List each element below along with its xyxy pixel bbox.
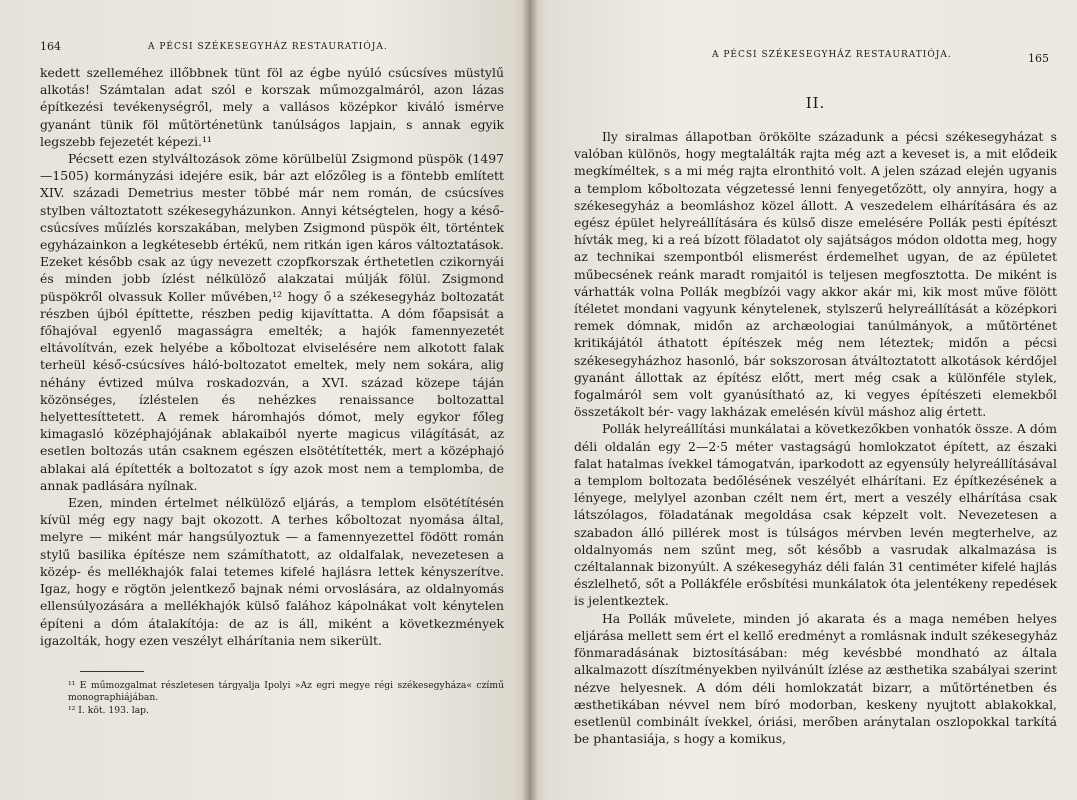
left-paragraph-3: Ezen, minden értelmet nélkülöző eljárás, a templom elsötétítésén kívül még egy nagy bajt okozott. A terhes kőboltozat nyomása által, melyre — miként már hangsúlyoztuk — a famennyezettel födött román stylű basilika építésze nem számíthatott, az oldalfalak, nevezetesen a közép- és mellékhajók falai tetemes kifelé hajlásra lettek kényszerítve. Igaz, hogy e rögtön jelentkező bajnak némi orvoslására, az oldalnyomás ellensúlyozására a mellékhajók külső falához kápolnákat volt kénytelen építeni a dóm átalakítója: de az is áll, miként a következmények igazolták, hogy ezen veszélyt elhárítania nem sikerült. <box>40 495 504 648</box>
right-page-body <box>574 128 1057 747</box>
footnotes <box>68 680 504 718</box>
left-page-header <box>40 40 504 64</box>
right-page <box>530 0 1077 800</box>
right-paragraph-3: Ha Pollák művelete, minden jó akarata és a maga nemében helyes eljárása mellett sem ért el kellő eredményt a romlásnak indult székesegyház fönmaradásának biztosításában: még kevésbbé mondható az általa alkalmazott díszítményekben nyilvánúlt ízlése az æsthetika szabályai szerint nézve helyesnek. A dóm déli homlokzatát bizarr, a műtörténetben és æsthetikában névvel nem bíró modorban, keskeny nyujtott ablakokkal, esetlenül combinált ívekkel, óriási, merőben aránytalan oszlopokkal tarkítá be phantasiája, s hogy a komikus, <box>574 610 1057 747</box>
footnote-rule <box>80 671 144 672</box>
left-paragraph-2: Pécsett ezen stylváltozások zöme körülbelül Zsigmond püspök (1497—1505) kormányzási idejére esik, bár azt előzőleg is a föntebb említett XIV. századi Demetrius mester többé már nem román, de csúcsíves stylben változtatott székesegyházunkon. Annyi kétségtelen, hogy a késő-csúcsíves műízlés korszakában, melyben Zsigmond püspök élt, történtek egyházainkon a legkétesebb értékű, nem ritkán igen káros változtatások. Ezeket később csak az úgy nevezett czopfkorszak érthetetlen czikornyái és minden jobb ízlést nélkülöző alakzatai múlják fölül. Zsigmond püspökről olvassuk Koller művében,¹² hogy ő a székesegyház boltozatát részben újból építtette, részben pedig kijavíttatta. A dóm főapsisát a főhajóval egyenlő magasságra emelték; a hajók famennyezetét eltávolítván, ezek helyébe a kőboltozat elviselésére nem alkotott falak terheül késő-csúcsíves háló-boltozatot emeltek, mely nem sokára, alig néhány évtized múlva roskadozván, a XVI. század közepe táján közönséges, ízléstelen és nehézkes renaissance boltozattal helyettesíttetett. A remek háromhajós dómot, mely egykor főleg kimagasló középhajójának ablakaiból nyerte magicus világítását, az esetlen boltozás után csaknem egészen elsötétítették, mert a középhajó ablakai alá építették a boltozatot s így azok most nem a templomba, de annak padlására nyílnak. <box>40 151 504 493</box>
footnote-12: ¹² I. köt. 193. lap. <box>68 704 149 716</box>
section-heading: II. <box>805 94 826 112</box>
right-page-header <box>574 48 1057 72</box>
right-running-head: A PÉCSI SZÉKESEGYHÁZ RESTAURATIÓJA. <box>712 50 952 60</box>
right-page-number: 165 <box>1028 52 1049 65</box>
left-running-head: A PÉCSI SZÉKESEGYHÁZ RESTAURATIÓJA. <box>148 42 388 52</box>
left-page <box>0 0 530 800</box>
left-page-number: 164 <box>40 40 61 53</box>
right-paragraph-1: Ily siralmas állapotban örökölte századunk a pécsi székesegyházat s valóban különös, hogy megtalálták rajta még azt a keveset is, a mit elődeik megkíméltek, s a mi még rajta elronthitó volt. A jelen század elején ugyanis a templom kőboltozata végzetessé lenni fenyegetőzött, oly annyira, hogy a székesegyház a beomláshoz közel állott. A veszedelem elhárítására és az egész épület helyreállítására és külső disze emelésére Pollák pesti építészt hívták meg, ki a reá bízott föladatot oly sajátságos módon oldotta meg, hogy az technikai szempontból elismerést érdemelhet ugyan, de az épületet műbecsének reánk maradt romjaitól is teljesen megfosztotta. De miként is várhatták volna Pollák megbízói vagy akkor akár mi, kik most műve fölött ítéletet mondani vagyunk kénytelenek, stylszerű helyreállítását a középkori remek dómnak, midőn az archæologiai tanúlmányok, a műtörténet kritikájától áthatott építészek még nem léteztek; midőn a pécsi székesegyházhoz hasonló, bár sokszorosan átváltoztatott alkotások kérdőjel gyanánt állottak az építész előtt, mert még csak a különféle stylek, fogalmáról sem volt gyanúsítható az, ki vegyes építészeti elemekből összetákolt bér- vagy lakházak emelésén kívül máshoz alig értett. <box>574 129 1057 420</box>
right-paragraph-2: Pollák helyreállítási munkálatai a következőkben vonhatók össze. A dóm déli oldalán egy 2—2·5 méter vastagságú homlokzatot épített, az északi falat hatalmas ívekkel támogatván, iparkodott az egyensúly helyreállításával a templom boltozata bedőlésének veszélyét elhárítani. Ez építkezésének a lényege, melylyel azonban czélt nem ért, mert a veszély elhárítása csak látszólagos, föladatának megoldása csak képzelt volt. Nevezetesen a szabadon álló pillérek most is túlságos mérvben levén megterhelve, az oldalnyomás nem szűnt meg, sőt később a vasrudak alkalmazása is czéltalannak bizonyúlt. A székesegyház déli falán 31 centiméter kifelé hajlás észlelhető, sőt a Pollákféle erősbítési munkálatok óta jelentékeny repedések is jelentkeztek. <box>574 421 1057 609</box>
footnote-11: ¹¹ E műmozgalmat részletesen tárgyalja Ipolyi »Az egri megye régi székesegyháza« czímű monographiájában. <box>68 679 504 704</box>
left-paragraph-1: kedett szelleméhez illőbbnek tünt föl az égbe nyúló csúcsíves müstylű alkotás! Számtalan adat szól e korszak műmozgalmáról, azon lázas építkezési tevékenységről, mely a vallásos középkor kiváló ismérve gyanánt tünik föl műtörténetünk tanúlságos lapjain, s annak egyik legszebb fejezetét képezi.¹¹ <box>40 65 504 149</box>
left-page-body <box>40 64 504 649</box>
